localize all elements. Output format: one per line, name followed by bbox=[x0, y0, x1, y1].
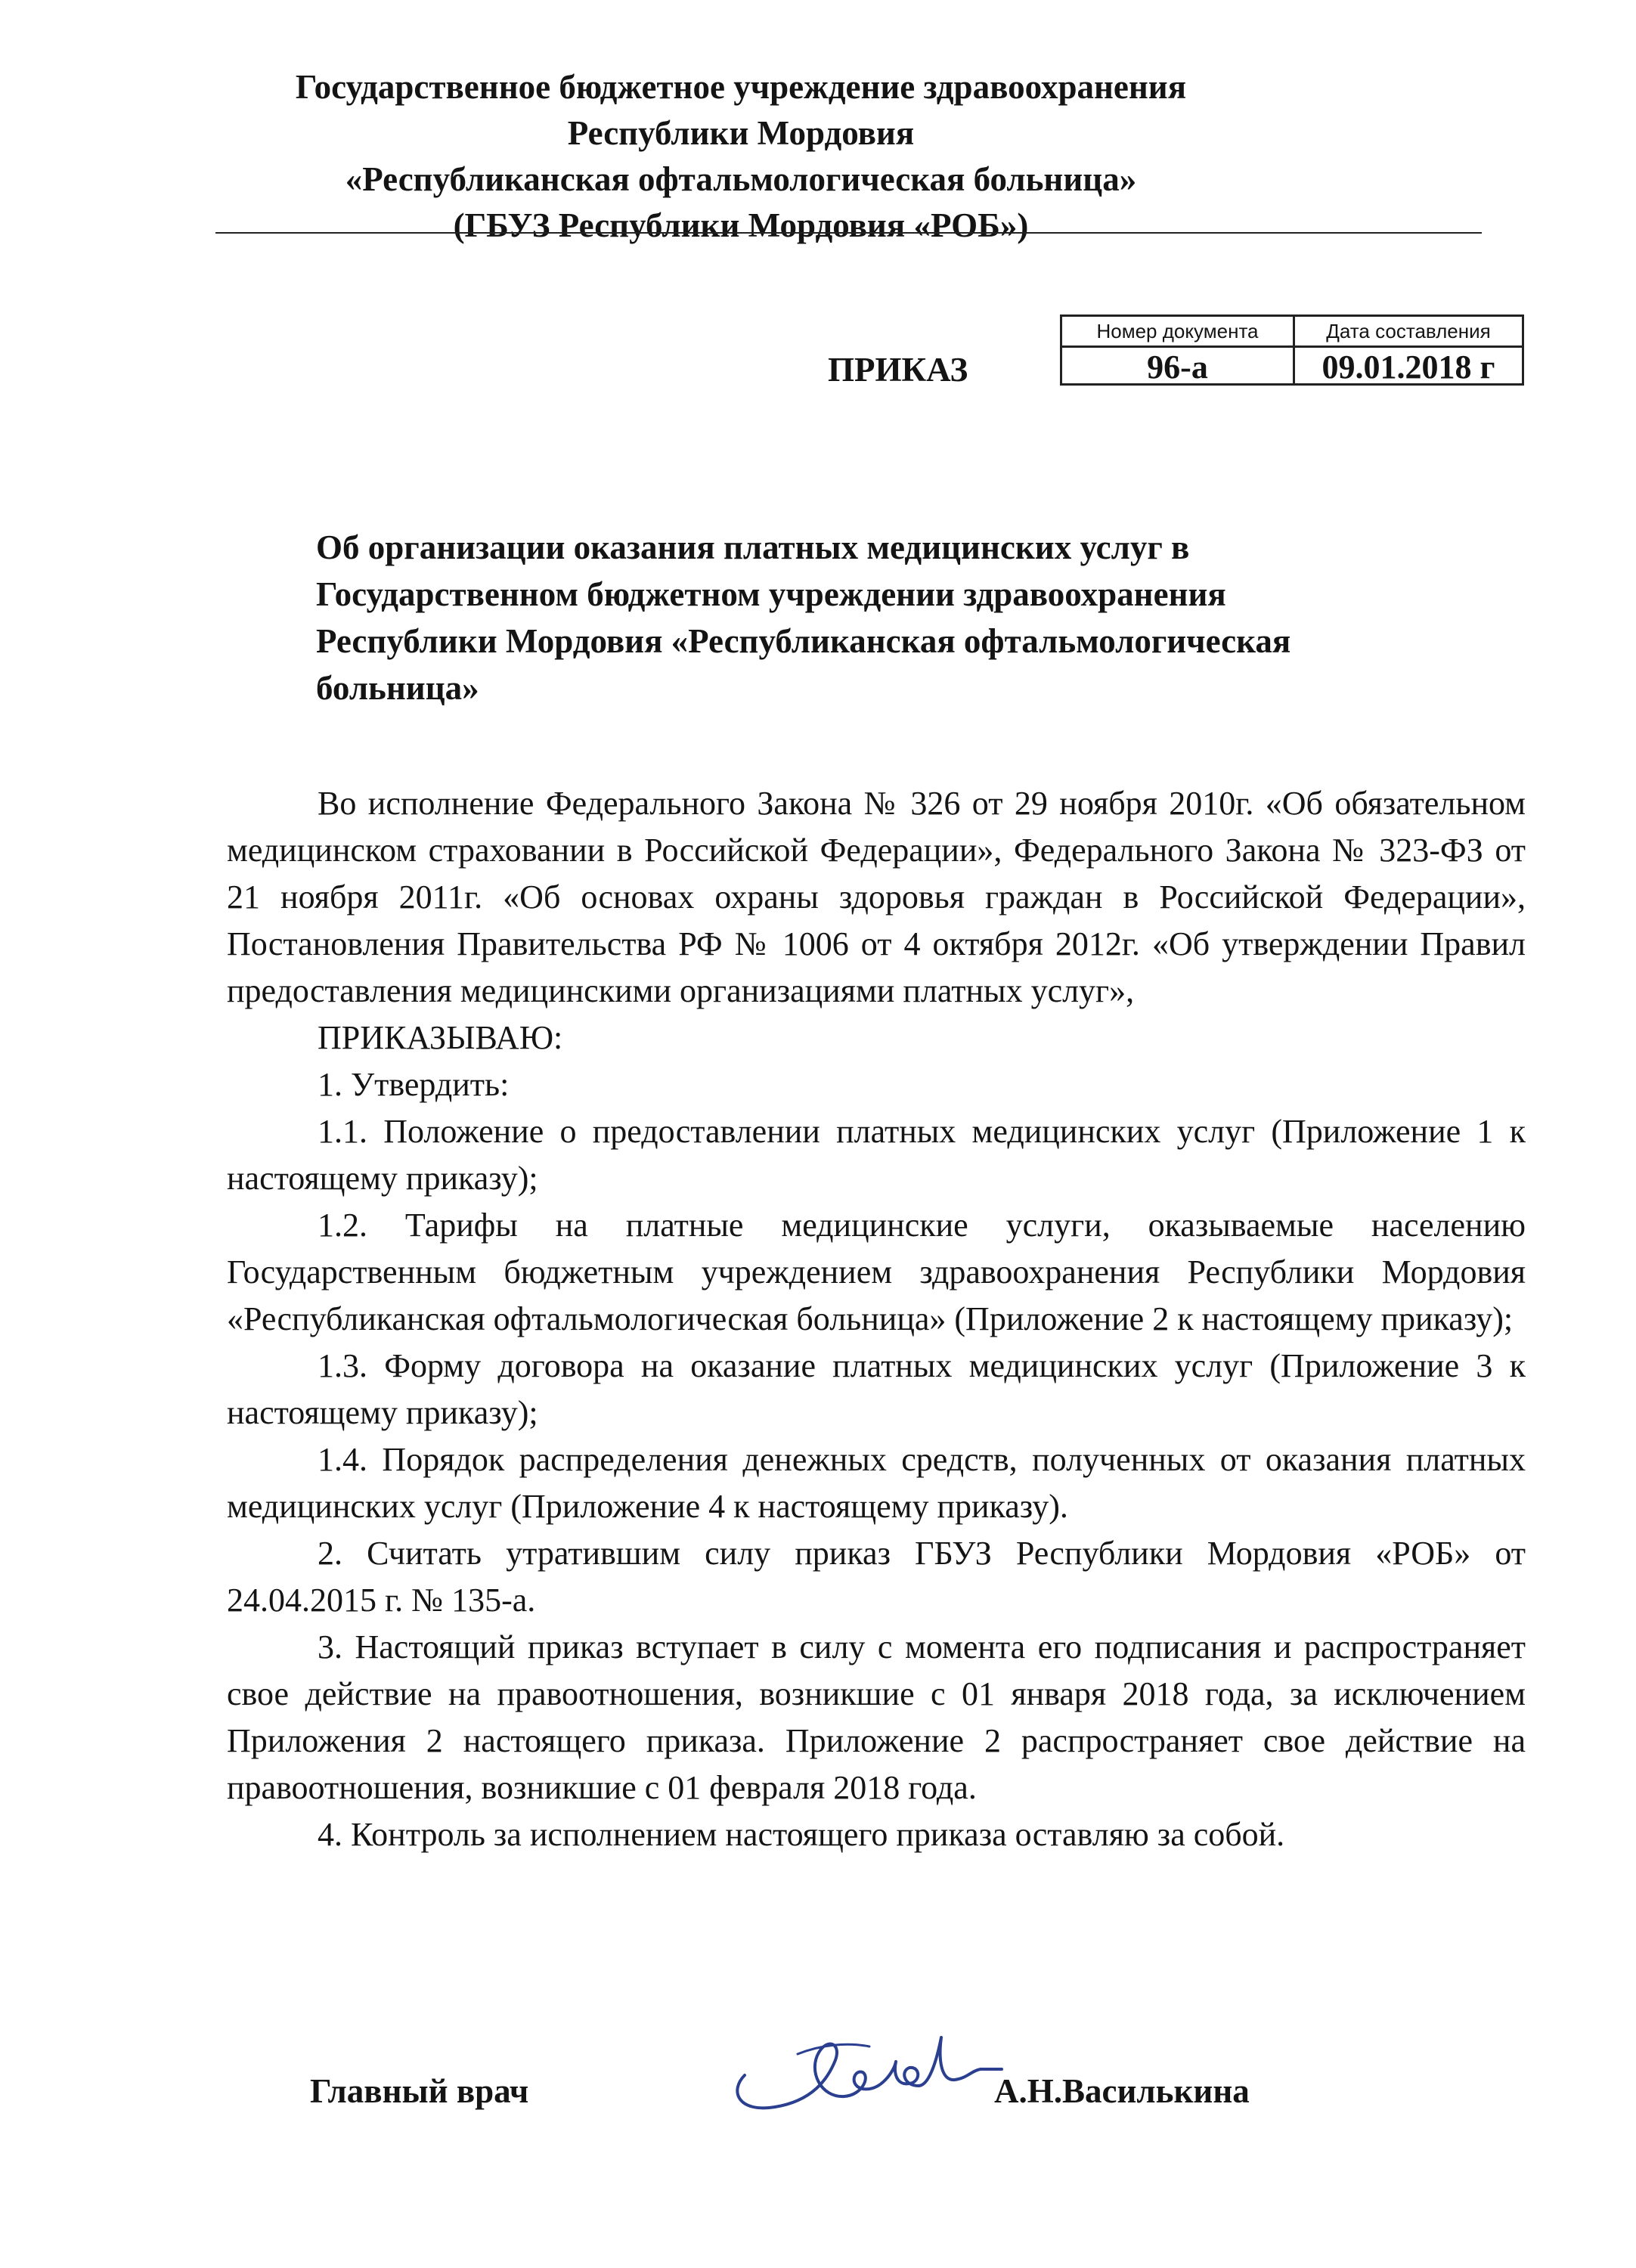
document-type-title: ПРИКАЗ bbox=[828, 351, 968, 389]
order-subject bbox=[316, 524, 1465, 711]
document-date-cell bbox=[1295, 317, 1522, 386]
subject-line: Государственном бюджетном учреждении здравоохранения bbox=[316, 575, 1226, 613]
signature-stroke bbox=[798, 2044, 869, 2054]
order-item-4: 4. Контроль за исполнением настоящего приказа оставляю за собой. bbox=[318, 1816, 1285, 1853]
order-word: ПРИКАЗЫВАЮ: bbox=[318, 1019, 563, 1056]
header-divider bbox=[215, 232, 1482, 234]
document-date-label: Дата составления bbox=[1295, 317, 1522, 348]
subject-line: Об организации оказания платных медицинских услуг в bbox=[316, 528, 1190, 566]
document-number-date-table bbox=[1060, 314, 1524, 386]
document-date-value: 09.01.2018 г bbox=[1322, 349, 1495, 386]
header-line: Государственное бюджетное учреждение здравоохранения bbox=[295, 68, 1187, 106]
subject-line: Республики Мордовия «Республиканская офтальмологическая bbox=[316, 622, 1291, 660]
header-line: «Республиканская офтальмологическая больница» bbox=[345, 160, 1137, 198]
document-number-value: 96-а bbox=[1147, 349, 1208, 386]
signatory-role: Главный врач bbox=[310, 2072, 529, 2110]
header-line: (ГБУЗ Республики Мордовия «РОБ») bbox=[453, 206, 1029, 244]
signature-stroke bbox=[737, 2037, 1002, 2108]
order-item-1-4: 1.4. Порядок распределения денежных средств, полученных от оказания платных медицинских услуг (Приложение 4 к настоящему приказу). bbox=[227, 1441, 1526, 1525]
order-item-1-1: 1.1. Положение о предоставлении платных медицинских услуг (Приложение 1 к настоящему приказу); bbox=[227, 1113, 1526, 1197]
subject-line: больница» bbox=[316, 669, 479, 707]
order-item-1-2: 1.2. Тарифы на платные медицинские услуги, оказываемые населению Государственным бюджетным учреждением здравоохранения Республики Мордовия «Республиканская офтальмологическая больница» (Приложение 2 к настоящему приказу); bbox=[227, 1207, 1526, 1337]
document-number-cell bbox=[1062, 317, 1295, 386]
signatory-name: А.Н.Василькина bbox=[994, 2072, 1250, 2110]
order-item-2: 2. Считать утратившим силу приказ ГБУЗ Республики Мордовия «РОБ» от 24.04.2015 г. № 135-а. bbox=[227, 1535, 1526, 1619]
organization-header bbox=[227, 64, 1255, 249]
order-body bbox=[227, 780, 1526, 1858]
handwritten-signature bbox=[714, 2007, 1032, 2121]
order-item-1-3: 1.3. Форму договора на оказание платных медицинских услуг (Приложение 3 к настоящему приказу); bbox=[227, 1347, 1526, 1431]
preamble-paragraph: Во исполнение Федерального Закона № 326 от 29 ноября 2010г. «Об обязательном медицинском страховании в Российской Федерации», Федерального Закона № 323-ФЗ от 21 ноября 2011г. «Об основах охраны здоровья граждан в Российской Федерации», Постановления Правительства РФ № 1006 от 4 октября 2012г. «Об утверждении Правил предоставления медицинскими организациями платных услуг», bbox=[227, 785, 1526, 1009]
order-item-1: 1. Утвердить: bbox=[318, 1066, 510, 1103]
document-number-label: Номер документа bbox=[1062, 317, 1293, 348]
header-line: Республики Мордовия bbox=[567, 114, 915, 152]
order-item-3: 3. Настоящий приказ вступает в силу с момента его подписания и распространяет свое действие на правоотношения, возникшие с 01 января 2018 года, за исключением Приложения 2 настоящего приказа. Приложение 2 распространяет свое действие на правоотношения, возникшие с 01 февраля 2018 года. bbox=[227, 1628, 1526, 1806]
